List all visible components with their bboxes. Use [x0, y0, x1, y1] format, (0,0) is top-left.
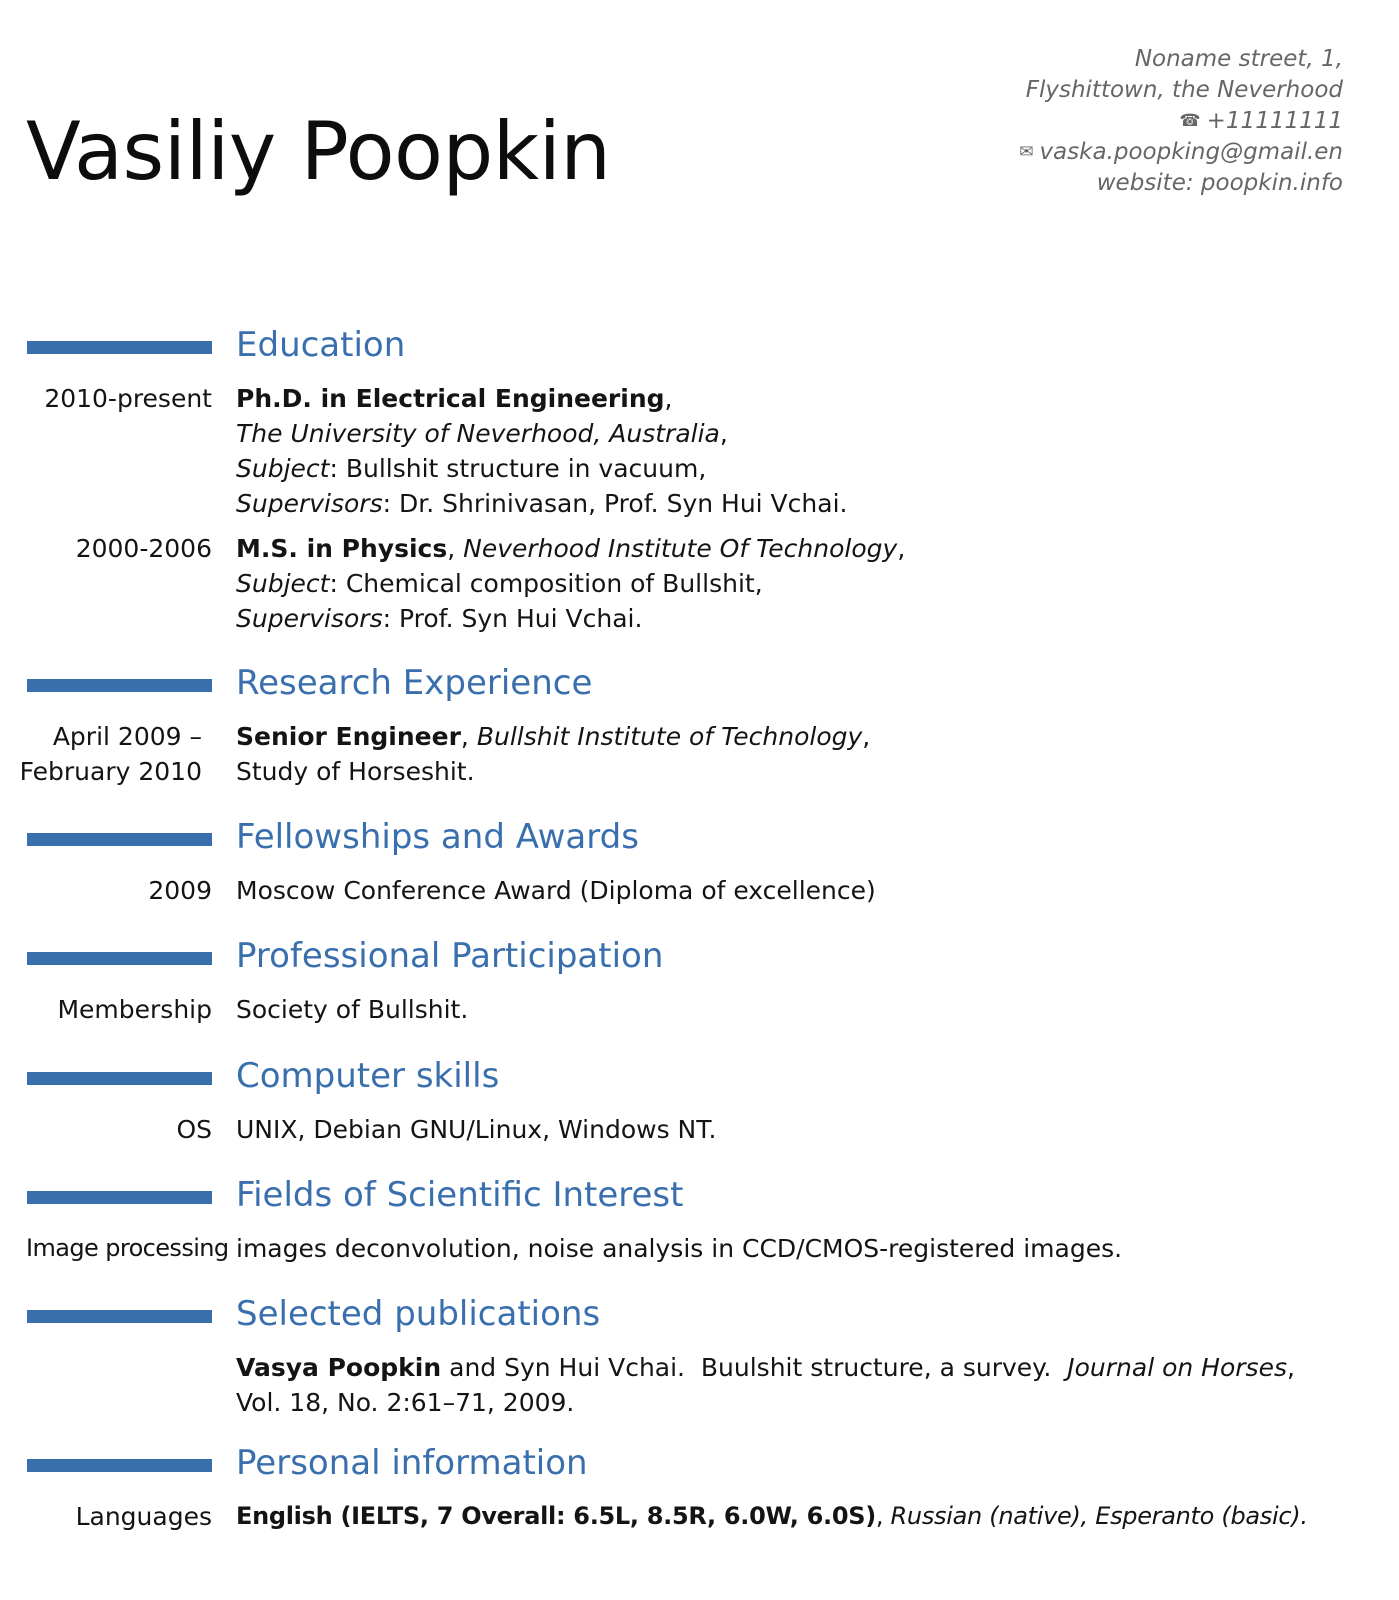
address-line-2: Flyshittown, the Neverhood [1025, 77, 1343, 103]
journal: Journal on Horses [1067, 1353, 1287, 1382]
separator: , [460, 722, 477, 751]
institution: The University of Neverhood, Australia [236, 419, 720, 448]
section-research [0, 665, 1399, 789]
english-level: English (IELTS, 7 Overall: 6.5L, 8.5R, 6.0W, 6.0S) [236, 1502, 876, 1530]
entry-body: Moscow Conference Award (Diploma of excellence) [236, 876, 876, 905]
entry-label: OS [176, 1115, 212, 1144]
section-bar [27, 1459, 212, 1472]
envelope-icon: ✉ [1019, 142, 1034, 162]
section-interests [0, 1177, 1399, 1266]
entry-body: UNIX, Debian GNU/Linux, Windows NT. [236, 1115, 717, 1144]
website-link[interactable]: poopkin.info [1200, 170, 1343, 196]
skills-entry [0, 1112, 1399, 1147]
participation-entry [0, 992, 1399, 1027]
entry-body: Society of Bullshit. [236, 995, 469, 1024]
separator: , [875, 1502, 891, 1530]
section-title: Computer skills [236, 1056, 500, 1096]
section-title: Research Experience [236, 663, 593, 703]
separator: , [447, 534, 464, 563]
section-title: Personal information [236, 1443, 588, 1483]
entry-label: Languages [75, 1502, 212, 1531]
award-entry [0, 873, 1399, 908]
section-header [0, 1177, 1399, 1221]
section-bar [27, 1072, 212, 1085]
entry-body [236, 719, 1356, 789]
entry-date: 2000-2006 [75, 534, 212, 563]
subject-text: : Bullshit structure in vacuum, [329, 454, 707, 483]
section-awards [0, 819, 1399, 908]
description: Study of Horseshit. [236, 757, 475, 786]
section-header [0, 327, 1399, 371]
entry-body [236, 1499, 1356, 1534]
supervisors-label: Supervisors [236, 489, 383, 518]
section-header [0, 938, 1399, 982]
supervisors-text: : Dr. Shrinivasan, Prof. Syn Hui Vchai. [382, 489, 848, 518]
institution: Neverhood Institute Of Technology [463, 534, 898, 563]
separator: , [897, 534, 906, 563]
section-header [0, 1296, 1399, 1340]
section-title: Fields of Scientific Interest [236, 1175, 684, 1215]
publication-title: and Syn Hui Vchai. Buulshit structure, a survey. [441, 1353, 1068, 1382]
section-title: Professional Participation [236, 936, 664, 976]
supervisors-label: Supervisors [236, 604, 383, 633]
entry-label: Image processing [26, 1234, 229, 1262]
entry-body [236, 531, 1356, 636]
section-personal [0, 1445, 1399, 1534]
section-header [0, 1058, 1399, 1102]
entry-body: images deconvolution, noise analysis in CCD/CMOS-registered images. [236, 1234, 1123, 1263]
entry-body [236, 1350, 1336, 1420]
section-bar [27, 1310, 212, 1323]
address-line-1: Noname street, 1, [1134, 46, 1343, 72]
interests-entry [0, 1231, 1399, 1266]
section-title: Selected publications [236, 1294, 601, 1334]
email-link[interactable]: vaska.poopking@gmail.en [1039, 139, 1343, 165]
section-header [0, 665, 1399, 709]
section-header [0, 819, 1399, 863]
supervisors-text: : Prof. Syn Hui Vchai. [382, 604, 643, 633]
degree: Ph.D. in Electrical Engineering [236, 384, 665, 413]
section-bar [27, 679, 212, 692]
position: Senior Engineer [236, 722, 461, 751]
contact-block [823, 44, 1343, 199]
date-end: February 2010 [19, 757, 202, 786]
website-label: website: [1096, 170, 1194, 196]
degree: M.S. in Physics [236, 534, 448, 563]
author: Vasya Poopkin [236, 1353, 442, 1382]
entry-label: Membership [57, 995, 212, 1024]
entry-body [236, 381, 1356, 521]
entry-date: 2010-present [44, 384, 212, 413]
phone-number: +11111111 [1206, 108, 1343, 134]
phone-line [823, 106, 1343, 137]
publication-details: , Vol. 18, No. 2:61–71, 2009. [236, 1353, 1295, 1417]
separator: , [719, 419, 728, 448]
education-entry-phd [0, 381, 1399, 521]
separator: , [862, 722, 871, 751]
institution: Bullshit Institute of Technology [476, 722, 863, 751]
subject-text: : Chemical composition of Bullshit, [329, 569, 763, 598]
languages-entry [0, 1499, 1399, 1534]
section-publications [0, 1296, 1399, 1420]
section-title: Fellowships and Awards [236, 817, 639, 857]
section-bar [27, 833, 212, 846]
section-bar [27, 341, 212, 354]
other-languages: Russian (native), Esperanto (basic). [890, 1502, 1308, 1530]
separator: , [664, 384, 673, 413]
section-education [0, 327, 1399, 636]
education-entry-ms [0, 531, 1399, 636]
entry-date [0, 719, 202, 789]
subject-label: Subject [236, 569, 330, 598]
section-bar [27, 1191, 212, 1204]
research-entry [0, 719, 1399, 789]
website-line[interactable] [823, 168, 1343, 199]
email-line[interactable] [823, 137, 1343, 168]
phone-icon: ☎ [1179, 111, 1201, 131]
date-start: April 2009 – [52, 722, 202, 751]
section-bar [27, 952, 212, 965]
publication-entry [0, 1350, 1399, 1420]
section-participation [0, 938, 1399, 1027]
entry-date: 2009 [148, 876, 212, 905]
section-title: Education [236, 325, 406, 365]
cv-name: Vasiliy Poopkin [26, 105, 611, 198]
section-skills [0, 1058, 1399, 1147]
section-header [0, 1445, 1399, 1489]
subject-label: Subject [236, 454, 330, 483]
